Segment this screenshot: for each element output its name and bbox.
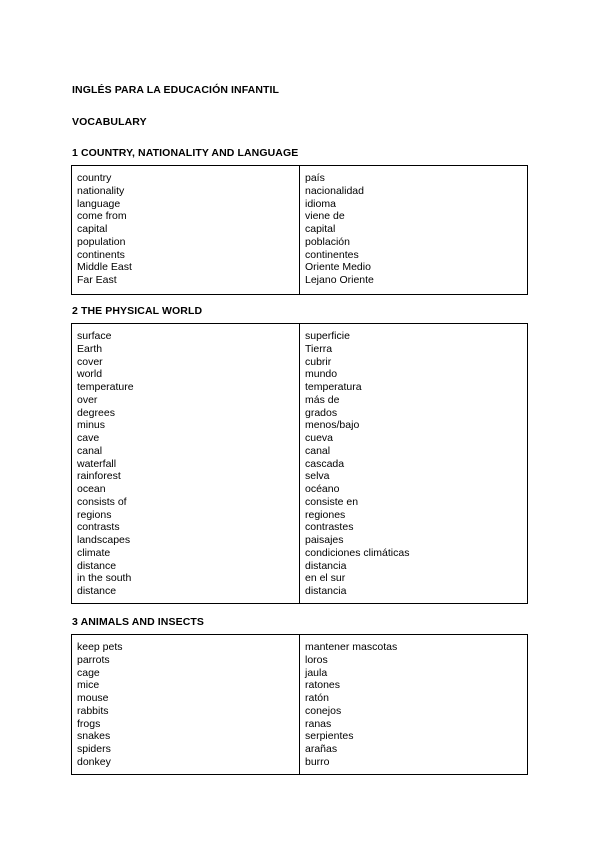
vocab-english-term: distance [77, 559, 117, 572]
vocab-english-term: surface [77, 330, 112, 342]
vocab-spanish-term: jaula [305, 666, 328, 679]
vocab-english-term: Middle East [77, 261, 132, 274]
vocab-english-term: parrots [77, 653, 110, 666]
vocab-english-term: rainforest [77, 470, 121, 483]
section-2-table [71, 323, 528, 604]
vocab-spanish-term: nacionalidad [305, 184, 364, 197]
vocab-spanish-term: idioma [305, 197, 336, 210]
vocab-english-term: in the south [77, 572, 132, 585]
vocab-english-term: mouse [77, 692, 109, 704]
vocab-english-term: Far East [77, 274, 117, 286]
vocab-spanish-term: superficie [305, 330, 350, 342]
vocab-spanish-term: ratones [305, 679, 341, 692]
section-1-spanish-column [305, 172, 374, 287]
column-divider [299, 635, 300, 774]
vocab-english-term: cover [77, 355, 103, 368]
vocab-spanish-term: menos/bajo [305, 419, 360, 432]
vocab-spanish-term: viene de [305, 210, 345, 223]
section-3-heading: 3 ANIMALS AND INSECTS [72, 616, 204, 628]
vocab-english-term: temperature [77, 381, 134, 393]
vocab-spanish-term: población [305, 235, 350, 248]
section-2-spanish-column [305, 330, 409, 598]
vocab-english-term: landscapes [77, 534, 131, 546]
vocab-english-term: population [77, 235, 126, 248]
vocab-spanish-term: distancia [305, 585, 347, 597]
vocabulary-heading: VOCABULARY [72, 116, 147, 128]
vocab-spanish-term: loros [305, 653, 328, 666]
vocab-english-term: cave [77, 432, 100, 444]
vocab-spanish-term: regiones [305, 508, 346, 521]
vocab-english-term: ocean [77, 483, 106, 495]
vocab-spanish-term: paisajes [305, 534, 344, 546]
vocab-spanish-term: condiciones climáticas [305, 546, 410, 559]
vocab-english-term: cage [77, 666, 100, 679]
vocab-english-term: nationality [77, 184, 125, 197]
vocab-spanish-term: Lejano Oriente [305, 274, 374, 286]
vocab-spanish-term: continentes [305, 248, 359, 261]
vocab-spanish-term: capital [305, 223, 336, 235]
vocab-spanish-term: Tierra [305, 342, 333, 355]
vocab-spanish-term: en el sur [305, 572, 346, 585]
vocab-spanish-term: ranas [305, 717, 332, 730]
vocab-spanish-term: temperatura [305, 381, 362, 393]
vocab-spanish-term: cubrir [305, 355, 332, 368]
vocab-english-term: climate [77, 546, 111, 559]
vocab-spanish-term: consiste en [305, 495, 359, 508]
section-3-spanish-column [305, 641, 397, 769]
section-1-table [71, 165, 528, 295]
vocab-english-term: country [77, 172, 112, 184]
vocab-english-term: snakes [77, 730, 111, 743]
vocab-spanish-term: mantener mascotas [305, 641, 398, 653]
vocab-english-term: waterfall [77, 457, 117, 470]
vocab-spanish-term: cascada [305, 457, 345, 470]
vocab-spanish-term: cueva [305, 432, 334, 444]
vocab-english-term: donkey [77, 755, 111, 768]
section-2-heading: 2 THE PHYSICAL WORLD [72, 305, 203, 317]
vocab-english-term: Earth [77, 342, 103, 355]
vocab-spanish-term: burro [305, 755, 330, 768]
vocab-english-term: keep pets [77, 641, 123, 653]
vocab-spanish-term: grados [305, 406, 338, 419]
vocab-english-term: consists of [77, 495, 127, 508]
vocab-english-term: spiders [77, 743, 111, 755]
column-divider [299, 324, 300, 603]
column-divider [299, 166, 300, 294]
vocab-english-term: capital [77, 223, 108, 235]
document-title: INGLÉS PARA LA EDUCACIÓN INFANTIL [72, 84, 280, 96]
vocab-spanish-term: selva [305, 470, 330, 483]
vocab-english-term: mice [77, 679, 100, 692]
vocab-spanish-term: ratón [305, 692, 329, 704]
vocab-english-term: language [77, 197, 121, 210]
vocab-spanish-term: distancia [305, 559, 347, 572]
vocab-english-term: canal [77, 444, 103, 457]
vocab-english-term: frogs [77, 717, 101, 730]
vocab-spanish-term: contrastes [305, 521, 354, 534]
vocab-english-term: distance [77, 585, 117, 597]
vocab-spanish-term: canal [305, 444, 331, 457]
vocab-spanish-term: arañas [305, 743, 338, 755]
vocab-english-term: minus [77, 419, 106, 432]
vocab-spanish-term: océano [305, 483, 340, 495]
vocab-spanish-term: serpientes [305, 730, 354, 743]
vocab-spanish-term: mundo [305, 368, 338, 381]
vocab-english-term: degrees [77, 406, 115, 419]
vocab-english-term: continents [77, 248, 125, 261]
vocab-spanish-term: Oriente Medio [305, 261, 371, 274]
vocab-spanish-term: más de [305, 393, 340, 406]
vocab-english-term: over [77, 393, 98, 406]
vocab-spanish-term: país [305, 172, 325, 184]
section-1-english-column [77, 172, 132, 287]
vocab-english-term: world [77, 368, 103, 381]
section-3-english-column [77, 641, 123, 769]
section-3-table [71, 634, 528, 775]
vocab-english-term: contrasts [77, 521, 120, 534]
vocab-english-term: rabbits [77, 704, 109, 717]
vocab-english-term: come from [77, 210, 127, 223]
vocab-spanish-term: conejos [305, 704, 342, 717]
section-2-english-column [77, 330, 134, 598]
vocab-english-term: regions [77, 508, 112, 521]
section-1-heading: 1 COUNTRY, NATIONALITY AND LANGUAGE [72, 147, 299, 159]
